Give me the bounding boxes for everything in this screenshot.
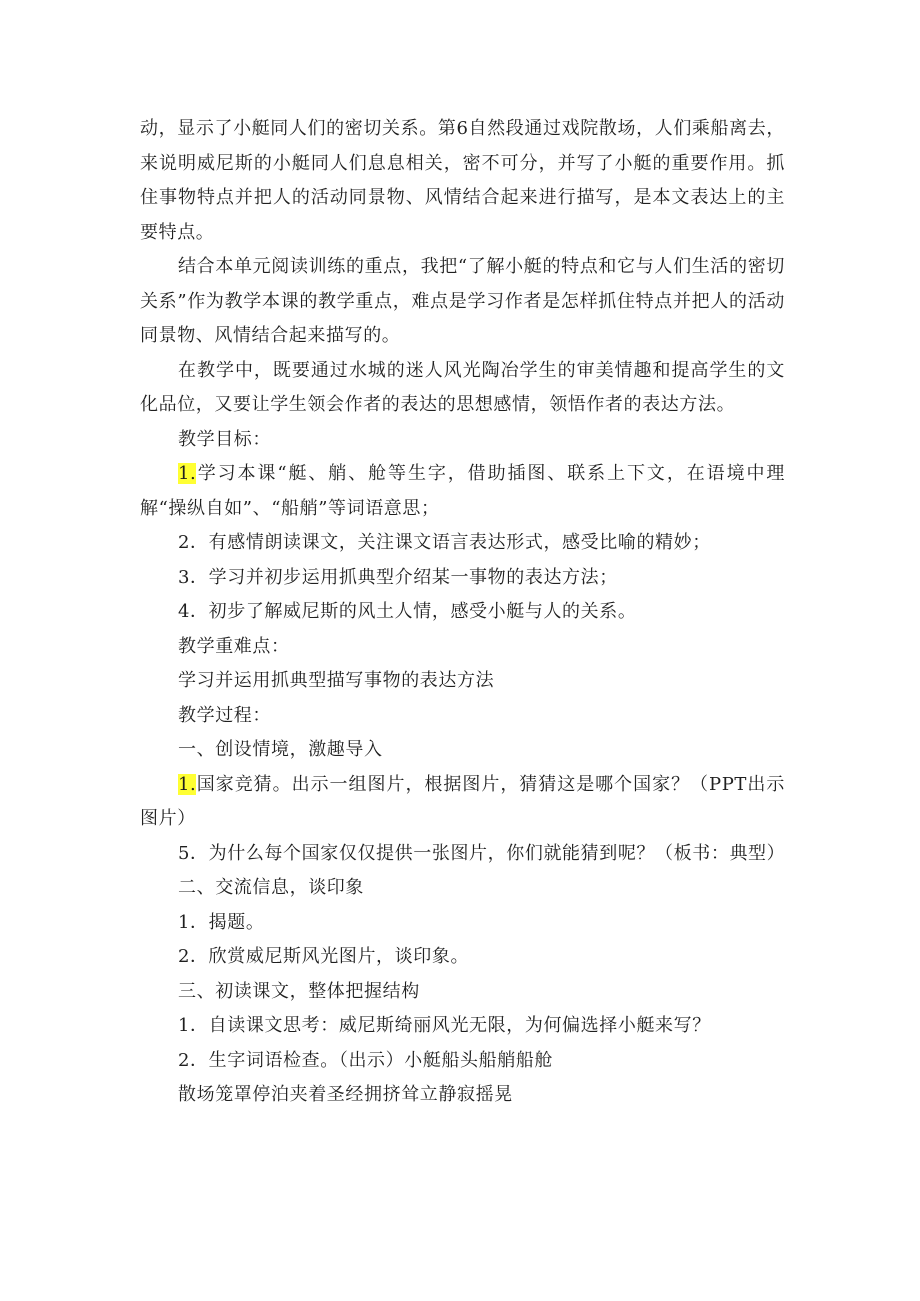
- section-3-item-1: 1．自读课文思考：威尼斯绮丽风光无限，为何偏选择小艇来写？: [178, 1015, 711, 1036]
- process-item-1-text: 国家竞猜。出示一组图片，根据图片，猜猜这是哪个国家？（PPT出示图片）: [140, 773, 785, 829]
- paragraph-teaching-approach: 在教学中，既要通过水城的迷人风光陶冶学生的审美情趣和提高学生的文化品位，又要让学生领会作者的表达的思想感情，领悟作者的表达方法。: [140, 359, 785, 415]
- heading-teaching-process: 教学过程：: [178, 704, 271, 726]
- goal-item-3: 3．学习并初步运用抓典型介绍某一事物的表达方法；: [178, 566, 618, 588]
- goal-item-4: 4．初步了解威尼斯的风土人情，感受小艇与人的关系。: [178, 601, 637, 622]
- key-difficulty-text: 学习并运用抓典型描写事物的表达方法: [178, 670, 495, 691]
- heading-teaching-goals: 教学目标：: [178, 428, 271, 450]
- process-item-5: 5．为什么每个国家仅仅提供一张图片，你们就能猜到呢？（板书：典型）: [178, 842, 786, 864]
- highlighted-number: 1.: [178, 773, 197, 795]
- goal-item-2: 2．有感情朗读课文，关注课文语言表达形式，感受比喻的精妙；: [178, 532, 711, 553]
- paragraph-teaching-focus: 结合本单元阅读训练的重点，我把“了解小艇的特点和它与人们生活的密切关系”作为教学本课的教学重点，难点是学习作者是怎样抓住特点并把人的活动同景物、风情结合起来描写的。: [140, 256, 785, 346]
- goal-item-1-text: 学习本课“艇、艄、舱等生字，借助插图、联系上下文，在语境中理解“操纵自如”、“船艄”等词语意思；: [140, 463, 785, 519]
- section-heading-2: 二、交流信息，谈印象: [178, 877, 364, 898]
- heading-key-difficulties: 教学重难点：: [178, 635, 290, 657]
- goal-item-1: [140, 457, 785, 526]
- highlighted-number: 1.: [178, 463, 197, 484]
- section-2-item-1: 1．揭题。: [178, 911, 265, 933]
- section-heading-3: 三、初读课文，整体把握结构: [178, 980, 420, 1002]
- vocabulary-line: 散场笼罩停泊夹着圣经拥挤耸立静寂摇晃: [178, 1084, 513, 1105]
- document-body: [140, 112, 785, 1113]
- section-heading-1: 一、创设情境，激趣导入: [178, 739, 383, 760]
- section-3-item-2: 2．生字词语检查。（出示）小艇船头船艄船舱: [178, 1049, 554, 1071]
- paragraph-continued: 动，显示了小艇同人们的密切关系。第6自然段通过戏院散场，人们乘船离去，来说明威尼斯的小艇同人们息息相关，密不可分，并写了小艇的重要作用。抓住事物特点并把人的活动同景物、风情结合起来进行描写，是本文表达上的主要特点。: [140, 118, 785, 243]
- process-item-1: [140, 768, 785, 837]
- section-2-item-2: 2．欣赏威尼斯风光图片，谈印象。: [178, 946, 470, 967]
